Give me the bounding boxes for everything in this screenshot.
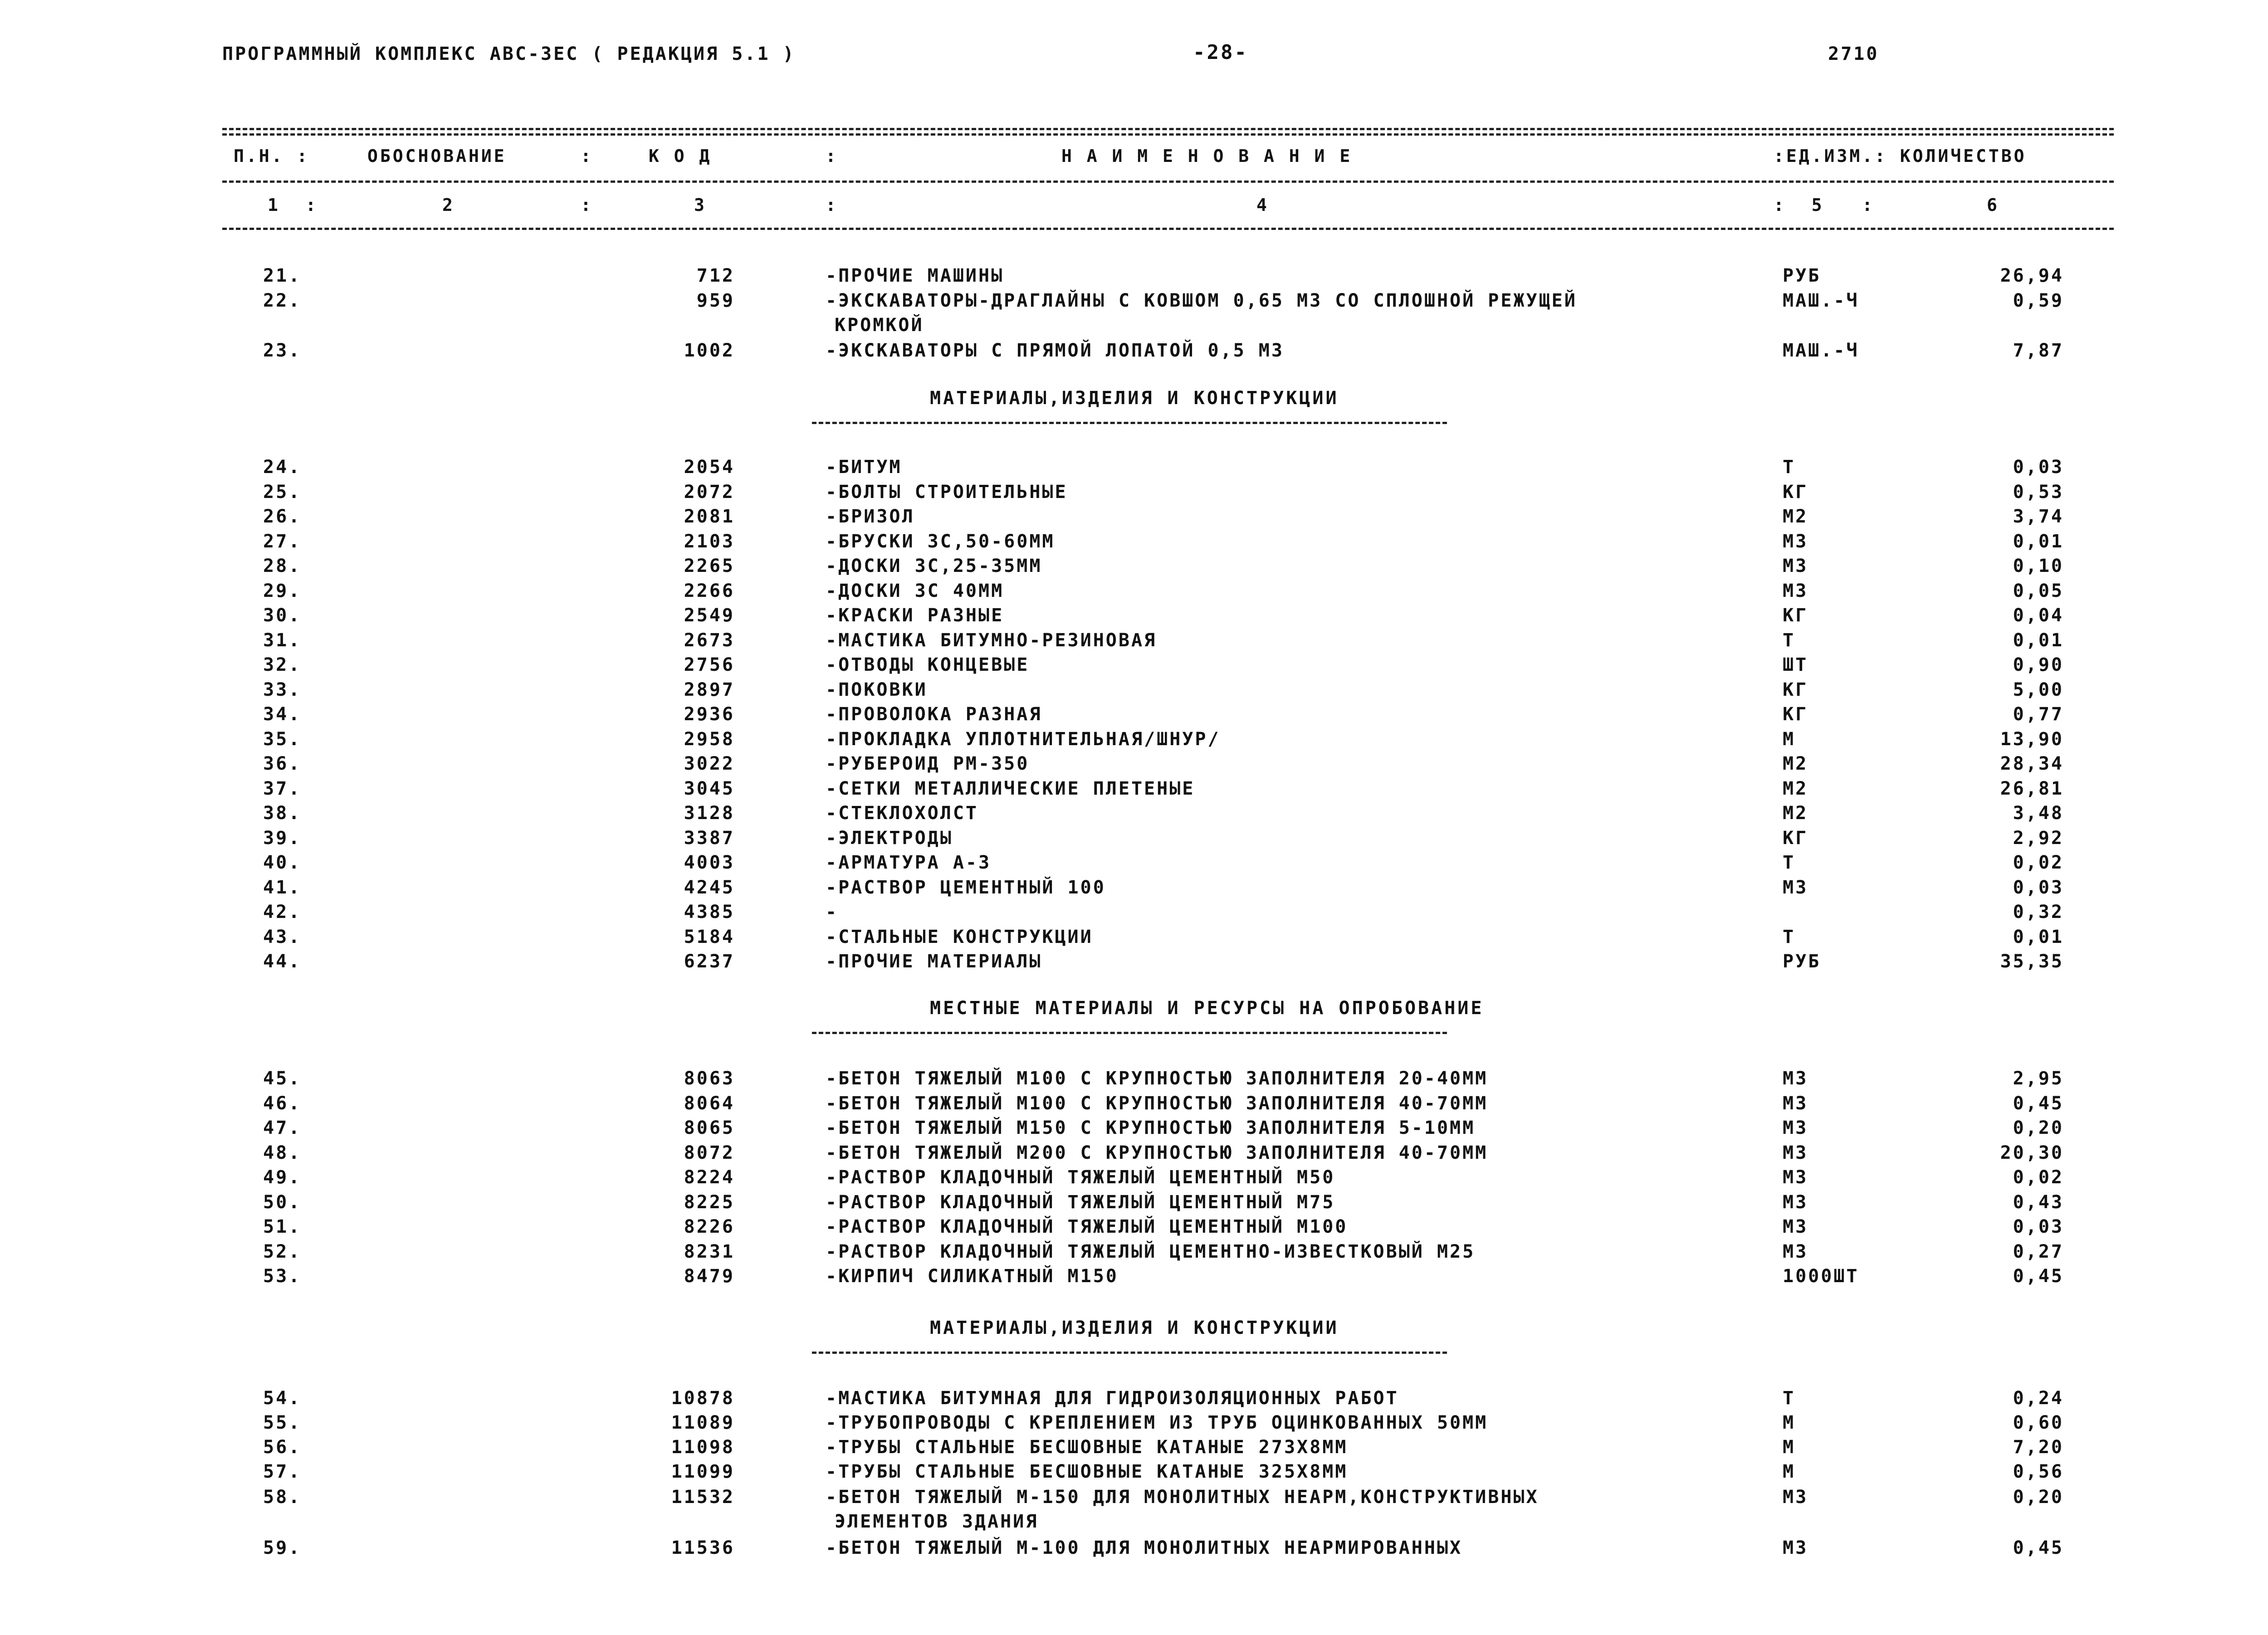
table-row — [0, 1093, 2268, 1118]
row-name: -БЕТОН ТЯЖЕЛЫЙ М100 С КРУПНОСТЬЮ ЗАПОЛНИТЕЛЯ 20-40ММ — [826, 1068, 1488, 1089]
row-quantity: 0,03 — [2013, 877, 2064, 898]
row-quantity: 0,03 — [2013, 457, 2064, 478]
row-name: -ТРУБЫ СТАЛЬНЫЕ БЕСШОВНЫЕ КАТАНЫЕ 273Х8ММ — [826, 1437, 1348, 1458]
row-name: -БЕТОН ТЯЖЕЛЫЙ М-150 ДЛЯ МОНОЛИТНЫХ НЕАРМ,КОНСТРУКТИВНЫХ — [826, 1487, 1539, 1508]
row-unit: РУБ — [1783, 265, 1821, 286]
table-row — [0, 340, 2268, 365]
col-header-n: П.Н. : — [234, 146, 310, 166]
row-code: 8072 — [684, 1142, 735, 1163]
row-number: 28. — [263, 556, 302, 576]
row-number: 32. — [263, 654, 302, 675]
row-number: 49. — [263, 1167, 302, 1188]
row-quantity: 0,01 — [2013, 531, 2064, 552]
row-unit: М2 — [1783, 753, 1809, 774]
table-row — [0, 1068, 2268, 1093]
row-number: 29. — [263, 580, 302, 601]
row-name: -РАСТВОР ЦЕМЕНТНЫЙ 100 — [826, 877, 1106, 898]
table-row — [0, 457, 2268, 481]
row-number: 46. — [263, 1093, 302, 1114]
row-name: -ОТВОДЫ КОНЦЕВЫЕ — [826, 654, 1030, 675]
row-name-continuation: КРОМКОЙ — [835, 315, 924, 336]
table-row — [0, 654, 2268, 679]
row-name: -БРУСКИ 3С,50-60ММ — [826, 531, 1055, 552]
row-unit: КГ — [1783, 704, 1809, 725]
table-row — [0, 1216, 2268, 1241]
row-number: 51. — [263, 1216, 302, 1237]
row-code: 2897 — [684, 679, 735, 700]
row-quantity: 0,27 — [2013, 1241, 2064, 1262]
row-name: -РАСТВОР КЛАДОЧНЫЙ ТЯЖЕЛЫЙ ЦЕМЕНТНО-ИЗВЕСТКОВЫЙ М25 — [826, 1241, 1476, 1262]
table-row — [0, 1241, 2268, 1266]
row-name: -БЕТОН ТЯЖЕЛЫЙ М150 С КРУПНОСТЬЮ ЗАПОЛНИТЕЛЯ 5-10ММ — [826, 1118, 1476, 1138]
row-name: -РАСТВОР КЛАДОЧНЫЙ ТЯЖЕЛЫЙ ЦЕМЕНТНЫЙ М75 — [826, 1191, 1335, 1213]
row-code: 5184 — [684, 926, 735, 947]
row-unit: Т — [1783, 1388, 1796, 1409]
row-name: -БЕТОН ТЯЖЕЛЫЙ М-100 ДЛЯ МОНОЛИТНЫХ НЕАРМИРОВАННЫХ — [826, 1537, 1463, 1558]
section-title-materials: МАТЕРИАЛЫ,ИЗДЕЛИЯ И КОНСТРУКЦИИ — [930, 388, 1339, 409]
row-number: 42. — [263, 902, 302, 922]
row-number: 53. — [263, 1266, 302, 1287]
table-row — [0, 265, 2268, 290]
row-code: 8065 — [684, 1118, 735, 1138]
row-quantity: 0,24 — [2013, 1388, 2064, 1409]
row-name: -КИРПИЧ СИЛИКАТНЫЙ М150 — [826, 1266, 1119, 1287]
row-unit: М3 — [1783, 1093, 1809, 1114]
row-unit: М3 — [1783, 1118, 1809, 1138]
table-row — [0, 1142, 2268, 1167]
row-code: 2072 — [684, 481, 735, 503]
row-code: 6237 — [684, 951, 735, 972]
row-name: -БЕТОН ТЯЖЕЛЫЙ М200 С КРУПНОСТЬЮ ЗАПОЛНИТЕЛЯ 40-70ММ — [826, 1142, 1488, 1163]
row-number: 26. — [263, 506, 302, 527]
row-number: 39. — [263, 827, 302, 849]
row-code: 959 — [696, 290, 735, 311]
row-code: 4003 — [684, 852, 735, 873]
row-name: -МАСТИКА БИТУМНО-РЕЗИНОВАЯ — [826, 630, 1157, 651]
row-name: -СТЕКЛОХОЛСТ — [826, 803, 978, 824]
row-number: 43. — [263, 926, 302, 947]
col-num-n: 1 : — [268, 195, 318, 215]
row-unit: Т — [1783, 630, 1796, 651]
header-separator — [222, 181, 2114, 183]
row-number: 35. — [263, 728, 302, 750]
row-name: -ДОСКИ 3С 40ММ — [826, 580, 1004, 601]
section-title-local-materials: МЕСТНЫЕ МАТЕРИАЛЫ И РЕСУРСЫ НА ОПРОБОВАНИЕ — [930, 998, 1484, 1019]
row-number: 24. — [263, 457, 302, 478]
row-unit: КГ — [1783, 827, 1809, 849]
row-code: 3022 — [684, 753, 735, 774]
row-name-continuation: ЭЛЕМЕНТОВ ЗДАНИЯ — [835, 1511, 1039, 1532]
row-number: 34. — [263, 704, 302, 725]
row-code: 4245 — [684, 877, 735, 898]
row-code: 1002 — [684, 340, 735, 361]
row-code: 4385 — [684, 902, 735, 922]
table-row — [0, 605, 2268, 630]
table-row — [0, 1437, 2268, 1461]
row-name: -РАСТВОР КЛАДОЧНЫЙ ТЯЖЕЛЫЙ ЦЕМЕНТНЫЙ М50 — [826, 1167, 1335, 1188]
table-row — [0, 679, 2268, 704]
table-row — [0, 704, 2268, 728]
row-quantity: 3,74 — [2013, 506, 2064, 527]
row-name: -БРИЗОЛ — [826, 506, 915, 527]
row-number: 57. — [263, 1461, 302, 1482]
table-row — [0, 778, 2268, 803]
row-code: 11532 — [671, 1487, 735, 1508]
row-unit: М3 — [1783, 1191, 1809, 1213]
row-unit: Т — [1783, 852, 1796, 873]
table-row — [0, 803, 2268, 827]
row-unit: М3 — [1783, 1537, 1809, 1558]
row-name: -БОЛТЫ СТРОИТЕЛЬНЫЕ — [826, 481, 1068, 503]
row-code: 8063 — [684, 1068, 735, 1089]
row-quantity: 0,02 — [2013, 852, 2064, 873]
row-quantity: 0,32 — [2013, 902, 2064, 922]
table-row — [0, 927, 2268, 951]
row-unit: М — [1783, 1412, 1796, 1433]
table-row — [0, 951, 2268, 976]
table-row — [0, 1487, 2268, 1532]
section-rule-3 — [812, 1352, 1447, 1354]
row-name: -ЭКСКАВАТОРЫ С ПРЯМОЙ ЛОПАТОЙ 0,5 М3 — [826, 340, 1284, 361]
row-number: 45. — [263, 1068, 302, 1089]
row-unit: РУБ — [1783, 951, 1821, 972]
row-number: 33. — [263, 679, 302, 700]
row-quantity: 0,45 — [2013, 1537, 2064, 1558]
row-unit: М3 — [1783, 1068, 1809, 1089]
row-quantity: 0,04 — [2013, 605, 2064, 626]
row-name: -СТАЛЬНЫЕ КОНСТРУКЦИИ — [826, 926, 1093, 947]
col-num-kod: 3 — [694, 195, 707, 215]
row-unit: КГ — [1783, 481, 1809, 503]
row-number: 44. — [263, 951, 302, 972]
row-code: 3128 — [684, 803, 735, 824]
row-name: -КРАСКИ РАЗНЫЕ — [826, 605, 1004, 626]
row-number: 27. — [263, 531, 302, 552]
row-name: -ДОСКИ 3С,25-35ММ — [826, 556, 1042, 576]
table-row — [0, 1167, 2268, 1191]
table-row — [0, 729, 2268, 753]
row-code: 8231 — [684, 1241, 735, 1262]
row-unit: М3 — [1783, 877, 1809, 898]
row-code: 2958 — [684, 728, 735, 750]
row-unit: М2 — [1783, 778, 1809, 799]
table-row — [0, 1192, 2268, 1216]
table-row — [0, 531, 2268, 556]
table-row — [0, 556, 2268, 580]
row-unit: КГ — [1783, 679, 1809, 700]
row-code: 2266 — [684, 580, 735, 601]
row-quantity: 0,43 — [2013, 1191, 2064, 1213]
col-header-kod: К О Д — [649, 146, 712, 166]
row-number: 36. — [263, 753, 302, 774]
row-code: 3387 — [684, 827, 735, 849]
row-quantity: 35,35 — [2000, 951, 2064, 972]
row-code: 712 — [696, 265, 735, 286]
row-name: -СЕТКИ МЕТАЛЛИЧЕСКИЕ ПЛЕТЕНЫЕ — [826, 778, 1195, 799]
table-row — [0, 753, 2268, 778]
row-name: -МАСТИКА БИТУМНАЯ ДЛЯ ГИДРОИЗОЛЯЦИОННЫХ РАБОТ — [826, 1388, 1399, 1409]
col-header-basis: ОБОСНОВАНИЕ — [367, 146, 507, 166]
row-code: 11099 — [671, 1461, 735, 1482]
row-unit: М3 — [1783, 1142, 1809, 1163]
table-row — [0, 1412, 2268, 1437]
row-quantity: 0,53 — [2013, 481, 2064, 503]
row-number: 23. — [263, 340, 302, 361]
table-row — [0, 1266, 2268, 1290]
row-number: 56. — [263, 1437, 302, 1458]
row-quantity: 0,03 — [2013, 1216, 2064, 1237]
row-code: 2054 — [684, 457, 735, 478]
col-num-basis: 2 — [442, 195, 455, 215]
row-quantity: 0,56 — [2013, 1461, 2064, 1482]
row-name: -ПРОКЛАДКА УПЛОТНИТЕЛЬНАЯ/ШНУР/ — [826, 728, 1221, 750]
row-number: 25. — [263, 481, 302, 503]
row-name: -ПРОВОЛОКА РАЗНАЯ — [826, 704, 1042, 725]
row-unit: М3 — [1783, 1487, 1809, 1508]
row-quantity: 0,45 — [2013, 1266, 2064, 1287]
row-name: -ПРОЧИЕ МАТЕРИАЛЫ — [826, 951, 1042, 972]
row-unit: М3 — [1783, 580, 1809, 601]
row-unit: ШТ — [1783, 654, 1809, 675]
row-quantity: 5,00 — [2013, 679, 2064, 700]
row-quantity: 0,77 — [2013, 704, 2064, 725]
row-quantity: 0,10 — [2013, 556, 2064, 576]
row-unit: М — [1783, 728, 1796, 750]
row-quantity: 20,30 — [2000, 1142, 2064, 1163]
row-unit: Т — [1783, 926, 1796, 947]
row-unit: 1000ШТ — [1783, 1266, 1859, 1287]
row-quantity: 28,34 — [2000, 753, 2064, 774]
row-quantity: 0,59 — [2013, 290, 2064, 311]
table-row — [0, 877, 2268, 902]
row-quantity: 0,90 — [2013, 654, 2064, 675]
row-number: 50. — [263, 1191, 302, 1213]
row-quantity: 7,87 — [2013, 340, 2064, 361]
row-name: -ПОКОВКИ — [826, 679, 928, 700]
row-number: 22. — [263, 290, 302, 311]
row-number: 38. — [263, 803, 302, 824]
row-quantity: 26,94 — [2000, 265, 2064, 286]
row-number: 31. — [263, 630, 302, 651]
row-number: 47. — [263, 1118, 302, 1138]
row-number: 48. — [263, 1142, 302, 1163]
table-top-rule-2 — [222, 133, 2114, 136]
row-name: -ТРУБЫ СТАЛЬНЫЕ БЕСШОВНЫЕ КАТАНЫЕ 325Х8ММ — [826, 1461, 1348, 1482]
row-unit: М3 — [1783, 1241, 1809, 1262]
row-code: 10878 — [671, 1388, 735, 1409]
numbers-separator — [222, 228, 2114, 230]
row-name: -ТРУБОПРОВОДЫ С КРЕПЛЕНИЕМ ИЗ ТРУБ ОЦИНКОВАННЫХ 50ММ — [826, 1412, 1488, 1433]
row-quantity: 2,92 — [2013, 827, 2064, 849]
row-unit: М3 — [1783, 556, 1809, 576]
row-quantity: 7,20 — [2013, 1437, 2064, 1458]
row-quantity: 3,48 — [2013, 803, 2064, 824]
row-quantity: 0,20 — [2013, 1487, 2064, 1508]
row-name: -РАСТВОР КЛАДОЧНЫЙ ТЯЖЕЛЫЙ ЦЕМЕНТНЫЙ М100 — [826, 1216, 1348, 1237]
col-header-sep1: : — [581, 146, 593, 166]
table-row — [0, 630, 2268, 654]
col-header-sep2: : — [826, 146, 838, 166]
row-number: 59. — [263, 1537, 302, 1558]
section-rule-2 — [812, 1032, 1447, 1034]
row-unit: МАШ.-Ч — [1783, 340, 1859, 361]
row-quantity: 0,01 — [2013, 926, 2064, 947]
row-name: -РУБЕРОИД РМ-350 — [826, 753, 1030, 774]
col-num-sep: : — [581, 195, 593, 215]
table-row — [0, 828, 2268, 852]
col-num-unit: : 5 : — [1774, 195, 1875, 215]
row-unit: М2 — [1783, 803, 1809, 824]
row-unit: М3 — [1783, 1167, 1809, 1188]
page-number: -28- — [1193, 41, 1248, 64]
col-num-name: 4 — [1256, 195, 1269, 215]
table-row — [0, 1461, 2268, 1486]
table-row — [0, 1537, 2268, 1562]
row-quantity: 0,01 — [2013, 630, 2064, 651]
row-name: -БЕТОН ТЯЖЕЛЫЙ М100 С КРУПНОСТЬЮ ЗАПОЛНИТЕЛЯ 40-70ММ — [826, 1093, 1488, 1114]
row-code: 8225 — [684, 1191, 735, 1213]
row-name: -ЭКСКАВАТОРЫ-ДРАГЛАЙНЫ С КОВШОМ 0,65 М3 СО СПЛОШНОЙ РЕЖУЩЕЙ — [826, 290, 1577, 311]
section-title-materials-2: МАТЕРИАЛЫ,ИЗДЕЛИЯ И КОНСТРУКЦИИ — [930, 1318, 1339, 1338]
col-header-unit-qty: :ЕД.ИЗМ.: КОЛИЧЕСТВО — [1774, 146, 2027, 166]
row-unit: М — [1783, 1437, 1796, 1458]
table-row — [0, 902, 2268, 926]
row-number: 55. — [263, 1412, 302, 1433]
row-quantity: 0,02 — [2013, 1167, 2064, 1188]
row-code: 11536 — [671, 1537, 735, 1558]
row-number: 52. — [263, 1241, 302, 1262]
row-name: -АРМАТУРА А-3 — [826, 852, 992, 873]
table-row — [0, 852, 2268, 877]
row-code: 2673 — [684, 630, 735, 651]
row-number: 30. — [263, 605, 302, 626]
row-quantity: 0,60 — [2013, 1412, 2064, 1433]
row-name: - — [826, 902, 839, 922]
row-quantity: 13,90 — [2000, 728, 2064, 750]
table-row — [0, 290, 2268, 336]
row-unit: М — [1783, 1461, 1796, 1482]
row-code: 8224 — [684, 1167, 735, 1188]
row-number: 21. — [263, 265, 302, 286]
header-title: ПРОГРАММНЫЙ КОМПЛЕКС АВС-ЗЕС ( РЕДАКЦИЯ 5.1 ) — [222, 44, 796, 64]
row-number: 58. — [263, 1487, 302, 1508]
row-code: 2936 — [684, 704, 735, 725]
row-unit: МАШ.-Ч — [1783, 290, 1859, 311]
document-number: 2710 — [1828, 44, 1879, 64]
row-code: 2756 — [684, 654, 735, 675]
table-top-rule — [222, 128, 2114, 130]
row-name: -БИТУМ — [826, 457, 902, 478]
table-row — [0, 1118, 2268, 1142]
row-code: 8226 — [684, 1216, 735, 1237]
table-row — [0, 1388, 2268, 1412]
row-unit: М2 — [1783, 506, 1809, 527]
table-row — [0, 482, 2268, 506]
col-header-name: Н А И М Е Н О В А Н И Е — [1061, 146, 1353, 166]
row-quantity: 2,95 — [2013, 1068, 2064, 1089]
row-number: 41. — [263, 877, 302, 898]
row-number: 37. — [263, 778, 302, 799]
row-code: 11089 — [671, 1412, 735, 1433]
table-row — [0, 581, 2268, 605]
row-number: 54. — [263, 1388, 302, 1409]
row-quantity: 26,81 — [2000, 778, 2064, 799]
row-quantity: 0,05 — [2013, 580, 2064, 601]
row-code: 8479 — [684, 1266, 735, 1287]
row-code: 2549 — [684, 605, 735, 626]
section-rule — [812, 422, 1447, 424]
row-code: 2103 — [684, 531, 735, 552]
row-name: -ПРОЧИЕ МАШИНЫ — [826, 265, 1004, 286]
row-code: 11098 — [671, 1437, 735, 1458]
row-unit: М3 — [1783, 531, 1809, 552]
col-num-qty: 6 — [1987, 195, 1999, 215]
row-code: 8064 — [684, 1093, 735, 1114]
row-code: 2081 — [684, 506, 735, 527]
row-code: 3045 — [684, 778, 735, 799]
row-quantity: 0,20 — [2013, 1118, 2064, 1138]
row-unit: КГ — [1783, 605, 1809, 626]
table-row — [0, 506, 2268, 531]
row-number: 40. — [263, 852, 302, 873]
row-quantity: 0,45 — [2013, 1093, 2064, 1114]
col-num-sep2: : — [826, 195, 838, 215]
row-unit: Т — [1783, 457, 1796, 478]
row-code: 2265 — [684, 556, 735, 576]
row-name: -ЭЛЕКТРОДЫ — [826, 827, 953, 849]
row-unit: М3 — [1783, 1216, 1809, 1237]
